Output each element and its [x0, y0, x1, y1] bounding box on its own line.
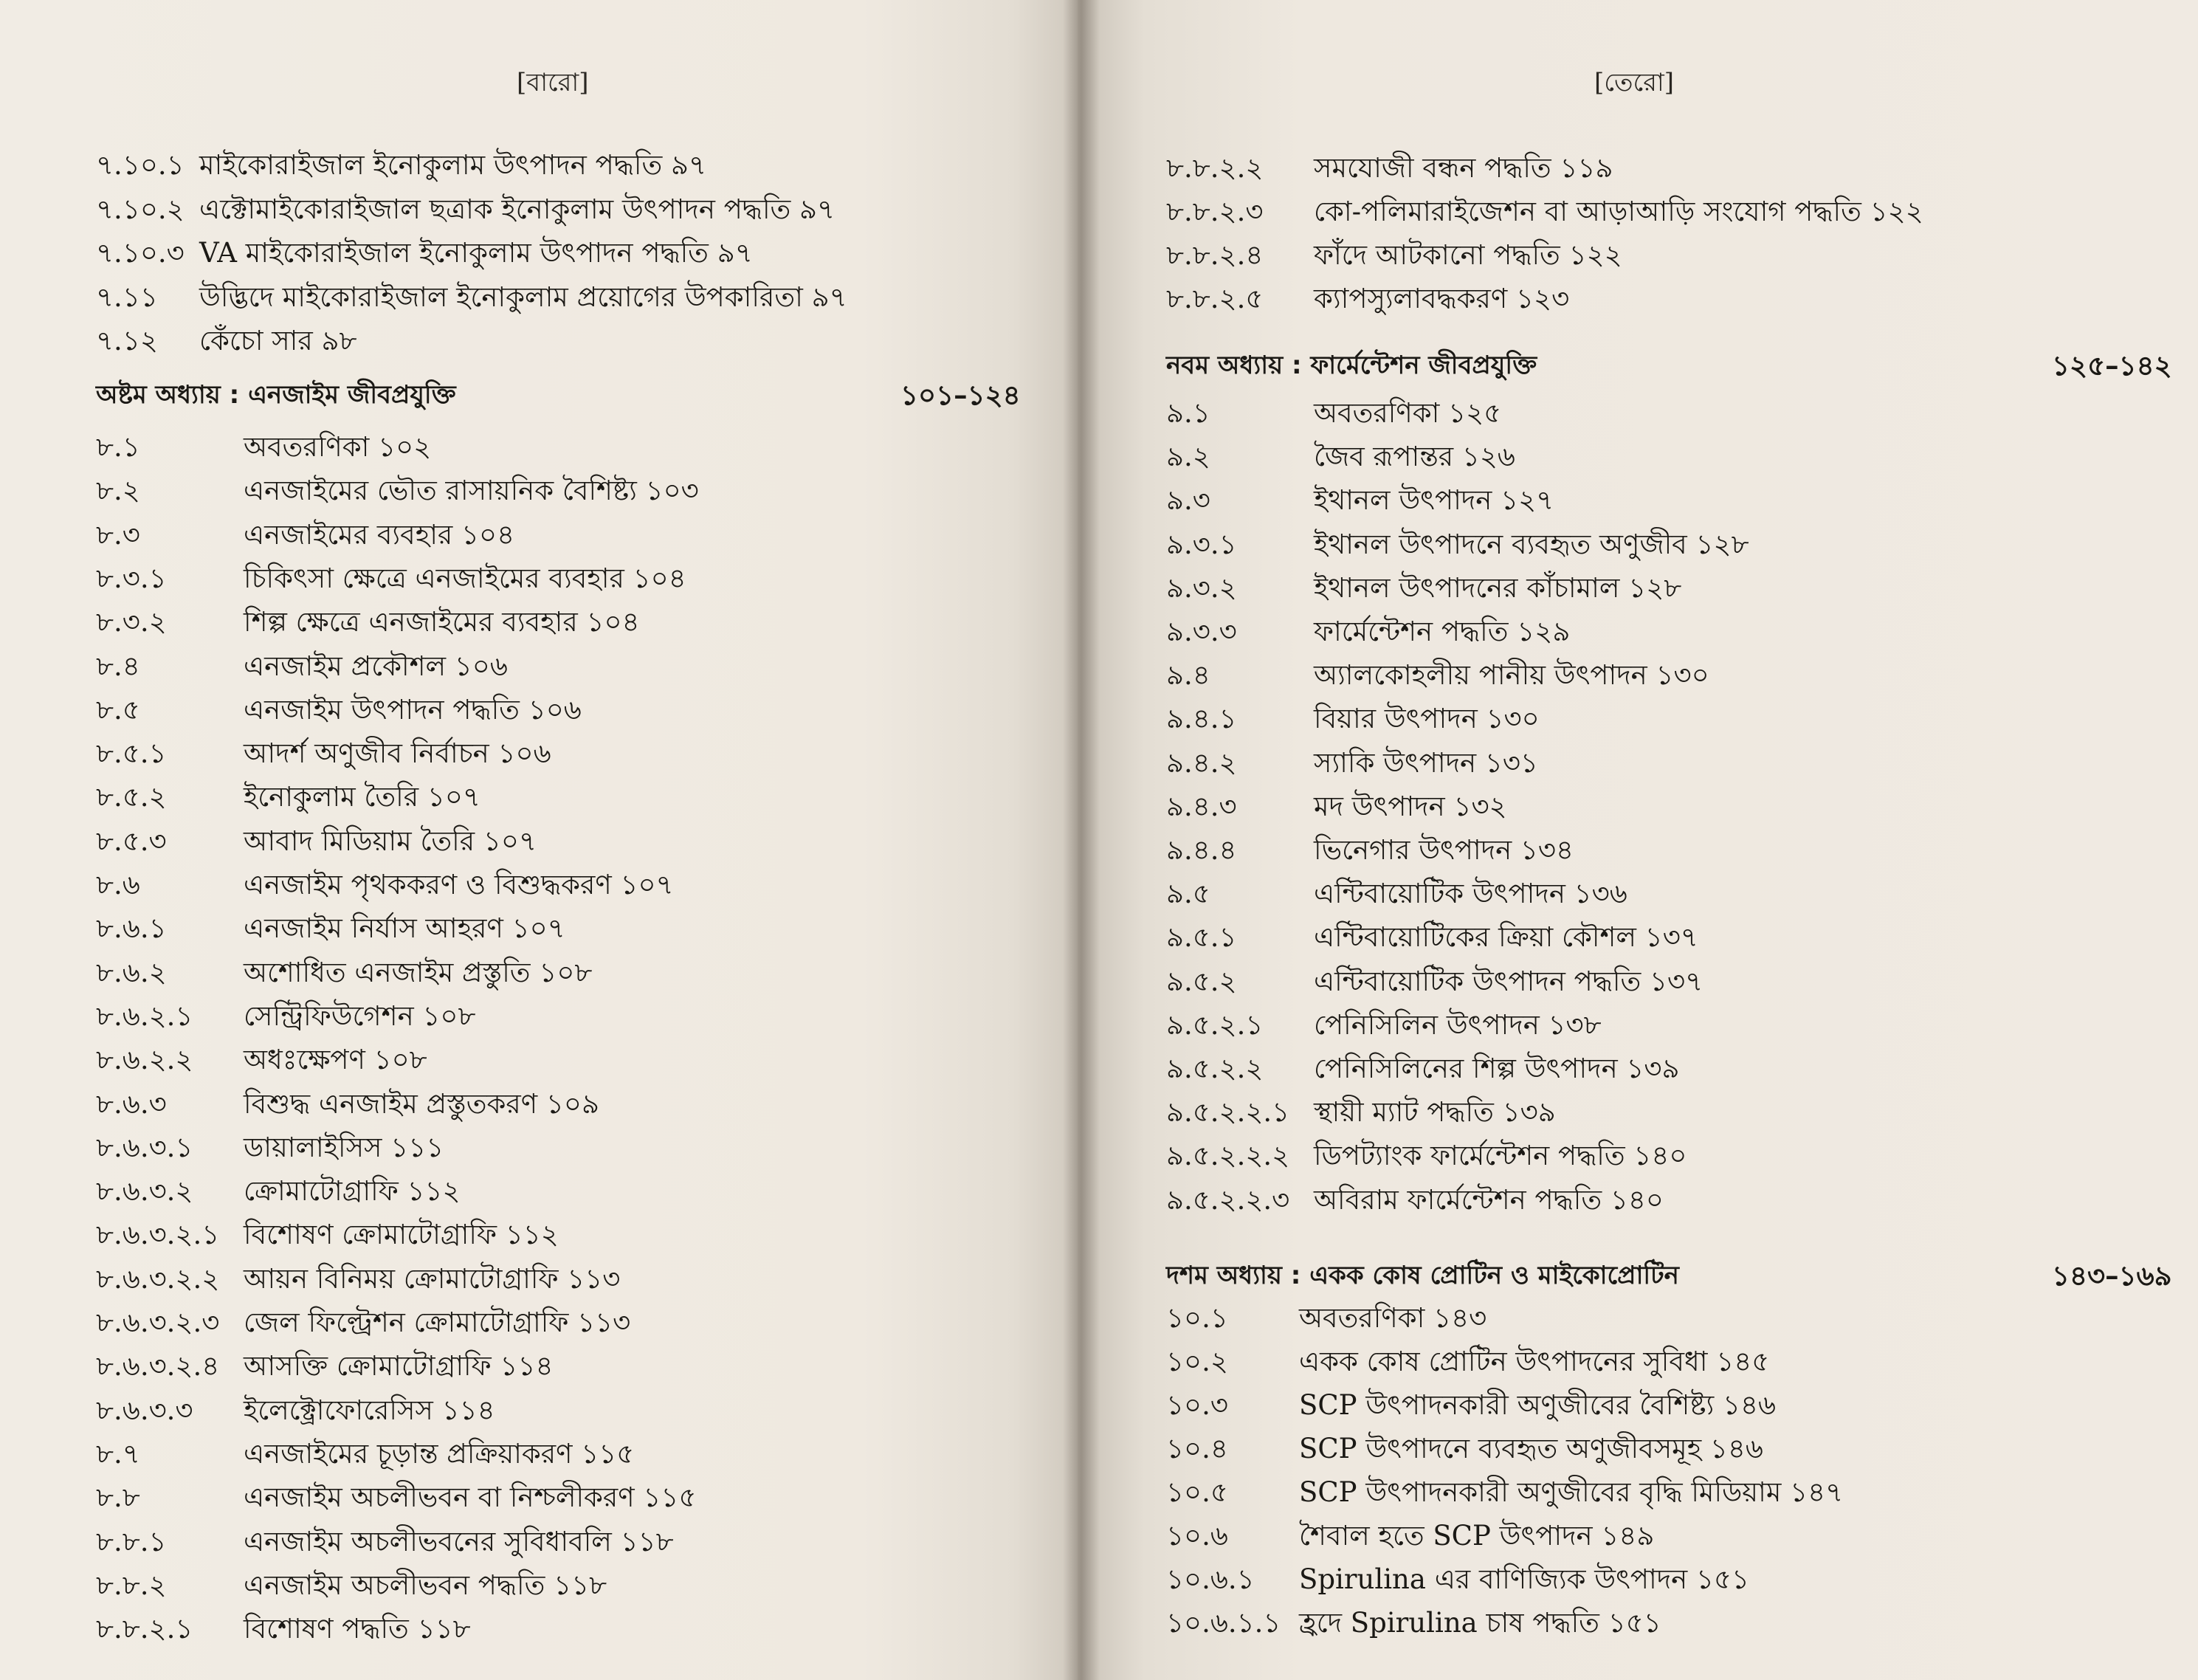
section-number: ৯.৩.১	[1166, 528, 1237, 560]
toc-entry-row	[1166, 148, 2126, 189]
section-title: ক্রোমাটোগ্রাফি ১১২	[244, 1175, 461, 1208]
section-number: ৯.৩.৩	[1166, 616, 1237, 647]
toc-entry-row	[96, 1565, 1055, 1606]
section-title: আয়ন বিনিময় ক্রোমাটোগ্রাফি ১১৩	[244, 1262, 621, 1295]
toc-entry-row	[1166, 1048, 2126, 1089]
section-title: ইলেক্ট্রোফোরেসিস ১১৪	[244, 1394, 495, 1426]
toc-entry-row	[96, 1521, 1055, 1563]
toc-entry-row	[96, 733, 1055, 774]
toc-entry-row	[96, 189, 1055, 230]
section-number: ৮.৮.২	[96, 1569, 167, 1601]
section-title: VA মাইকোরাইজাল ইনোকুলাম উৎপাদন পদ্ধতি ৯৭	[199, 237, 753, 269]
section-number: ৭.১১	[96, 280, 158, 313]
toc-entry-row	[96, 1084, 1055, 1125]
section-number: ৯.৫.২	[1166, 965, 1237, 997]
section-number: ৮.৮.২.৫	[1166, 283, 1264, 314]
toc-entry-row	[1166, 1180, 2126, 1221]
toc-entry-row	[1166, 1135, 2126, 1177]
section-title: শৈবাল হতে SCP উৎপাদন ১৪৯	[1299, 1520, 1655, 1552]
toc-entry-row	[96, 908, 1055, 949]
section-number: ৮.৪	[96, 650, 140, 682]
section-title: এনজাইম উৎপাদন পদ্ধতি ১০৬	[244, 693, 582, 726]
toc-entry-row	[96, 1390, 1055, 1431]
toc-entry-row	[1166, 524, 2126, 565]
section-number: ৯.৩	[1166, 484, 1210, 517]
toc-entry-row	[96, 1302, 1055, 1343]
section-title: ফাঁদে আটকানো পদ্ধতি ১২২	[1314, 239, 1622, 271]
section-title: এন্টিবায়োটিকের ক্রিয়া কৌশল ১৩৭	[1314, 921, 1698, 954]
toc-entry-row	[1166, 655, 2126, 696]
section-title: কেঁচো সার ৯৮	[199, 325, 357, 357]
section-title: SCP উৎপাদনকারী অণুজীবের বৈশিষ্ট্য ১৪৬	[1299, 1389, 1777, 1421]
section-number: ৯.৫.২.২	[1166, 1053, 1264, 1084]
section-number: ৮.৬.২	[96, 956, 167, 988]
section-title: ডিপট্যাংক ফার্মেন্টেশন পদ্ধতি ১৪০	[1314, 1140, 1687, 1172]
section-number: ৯.৫.২.২.৩	[1166, 1183, 1290, 1216]
section-title: ইথানল উৎপাদনে ব্যবহৃত অণুজীব ১২৮	[1314, 528, 1749, 560]
toc-entry-row	[1166, 873, 2126, 915]
chapter-9-title: নবম অধ্যায় : ফার্মেন্টেশন জীবপ্রযুক্তি	[1166, 351, 1537, 380]
section-number: ৮.৬.৩.২.১	[96, 1219, 220, 1251]
toc-entry-row	[1166, 235, 2126, 276]
toc-entry-row	[1166, 1428, 2126, 1470]
toc-entry-row	[96, 145, 1055, 186]
section-number: ৮.৬.৩	[96, 1087, 167, 1120]
section-title: অবতরণিকা ১০২	[244, 431, 432, 463]
section-title: বিশুদ্ধ এনজাইম প্রস্তুতকরণ ১০৯	[244, 1087, 599, 1120]
section-number: ১০.৬.১	[1166, 1563, 1255, 1595]
section-title: মাইকোরাইজাল ইনোকুলাম উৎপাদন পদ্ধতি ৯৭	[199, 149, 707, 181]
section-number: ৯.২	[1166, 441, 1210, 473]
toc-entry-row	[1166, 698, 2126, 740]
section-number: ৮.৬.৩.২.৩	[96, 1307, 220, 1338]
toc-entry-row	[1166, 1515, 2126, 1557]
section-title: বিয়ার উৎপাদন ১৩০	[1314, 703, 1540, 735]
section-number: ৮.৬.৩.২.৪	[96, 1350, 220, 1383]
book-gutter	[1063, 0, 1100, 1680]
toc-entry-row	[96, 1259, 1055, 1300]
toc-entry-row	[1166, 1472, 2126, 1513]
toc-entry-row	[1166, 1602, 2126, 1644]
toc-entry-row	[1166, 611, 2126, 653]
section-title: SCP উৎপাদনকারী অণুজীবের বৃদ্ধি মিডিয়াম ১৪৭	[1299, 1476, 1844, 1508]
toc-entry-row	[1166, 786, 2126, 827]
chapter-10-title: দশম অধ্যায় : একক কোষ প্রোটিন ও মাইকোপ্রোটিন	[1166, 1261, 1679, 1290]
section-number: ৮.৬.৩.১	[96, 1131, 193, 1163]
toc-entry-row	[1166, 480, 2126, 521]
section-title: সেন্ট্রিফিউগেশন ১০৮	[244, 999, 476, 1032]
section-title: আসক্তি ক্রোমাটোগ্রাফি ১১৪	[244, 1350, 554, 1383]
section-title: ফার্মেন্টেশন পদ্ধতি ১২৯	[1314, 616, 1571, 647]
section-number: ৮.১	[96, 431, 140, 463]
toc-entry-row	[96, 1171, 1055, 1212]
section-title: এনজাইম অচলীভবন পদ্ধতি ১১৮	[244, 1569, 607, 1601]
toc-entry-row	[96, 689, 1055, 731]
section-title: ভিনেগার উৎপাদন ১৩৪	[1314, 834, 1574, 866]
section-number: ১০.৬.১.১	[1166, 1607, 1281, 1639]
section-title: শিল্প ক্ষেত্রে এনজাইমের ব্যবহার ১০৪	[244, 606, 640, 638]
section-title: এনজাইমের ভৌত রাসায়নিক বৈশিষ্ট্য ১০৩	[244, 475, 699, 507]
section-number: ১০.৩	[1166, 1389, 1228, 1421]
toc-entry-row	[96, 470, 1055, 512]
section-title: এন্টিবায়োটিক উৎপাদন ১৩৬	[1314, 878, 1627, 910]
section-title: অধঃক্ষেপণ ১০৮	[244, 1044, 427, 1076]
section-number: ৯.৪.১	[1166, 703, 1237, 735]
toc-entry-row	[1166, 830, 2126, 871]
section-number: ১০.৫	[1166, 1476, 1228, 1508]
section-title: এনজাইম পৃথককরণ ও বিশুদ্ধকরণ ১০৭	[244, 869, 674, 901]
section-title: জেল ফিল্ট্রেশন ক্রোমাটোগ্রাফি ১১৩	[244, 1307, 631, 1338]
toc-entry-row	[1166, 961, 2126, 1002]
section-number: ৮.৫.৩	[96, 824, 167, 857]
section-number: ৭.১০.২	[96, 193, 185, 225]
toc-entry-row	[96, 777, 1055, 818]
section-number: ৭.১২	[96, 325, 158, 357]
section-title: বিশোষণ ক্রোমাটোগ্রাফি ১১২	[244, 1219, 559, 1251]
section-title: SCP উৎপাদনে ব্যবহৃত অণুজীবসমূহ ১৪৬	[1299, 1433, 1763, 1464]
right-page-number: [তেরো]	[1594, 68, 1675, 97]
section-title: আদর্শ অণুজীব নির্বাচন ১০৬	[244, 737, 551, 770]
toc-entry-row	[96, 1346, 1055, 1387]
section-number: ৮.৬.২.২	[96, 1044, 193, 1076]
section-title: আবাদ মিডিয়াম তৈরি ১০৭	[244, 824, 537, 857]
toc-entry-row	[96, 427, 1055, 468]
section-number: ৮.২	[96, 475, 140, 507]
section-title: বিশোষণ পদ্ধতি ১১৮	[244, 1613, 471, 1645]
toc-entry-row	[1166, 1559, 2126, 1600]
section-title: এনজাইম নির্যাস আহরণ ১০৭	[244, 912, 565, 945]
section-title: স্থায়ী ম্যাট পদ্ধতি ১৩৯	[1314, 1096, 1556, 1129]
section-title: Spirulina এর বাণিজ্যিক উৎপাদন ১৫১	[1299, 1563, 1750, 1595]
toc-entry-row	[96, 558, 1055, 599]
section-title: অ্যালকোহলীয় পানীয় উৎপাদন ১৩০	[1314, 659, 1709, 692]
chapter-9-heading	[1166, 343, 2170, 388]
section-number: ৮.৭	[96, 1437, 140, 1470]
section-title: পেনিসিলিনের শিল্প উৎপাদন ১৩৯	[1314, 1053, 1680, 1084]
toc-entry-row	[1166, 393, 2126, 434]
section-title: এনজাইমের চূড়ান্ত প্রক্রিয়াকরণ ১১৫	[244, 1437, 635, 1470]
section-number: ৮.৮	[96, 1481, 140, 1514]
toc-entry-row	[1166, 1092, 2126, 1133]
section-number: ৮.৬.৩.৩	[96, 1394, 193, 1426]
chapter-9-pages: ১২৫–১৪২	[2052, 349, 2172, 382]
section-number: ৮.৬.৩.২	[96, 1175, 193, 1208]
toc-entry-row	[96, 1477, 1055, 1518]
section-title: স্যাকি উৎপাদন ১৩১	[1314, 746, 1538, 779]
section-title: অবতরণিকা ১৪৩	[1299, 1302, 1487, 1334]
chapter-10-pages: ১৪৩–১৬৯	[2052, 1259, 2172, 1292]
section-title: ক্যাপস্যুলাবদ্ধকরণ ১২৩	[1314, 283, 1570, 314]
right-page	[1078, 0, 2198, 1680]
toc-entry-row	[96, 514, 1055, 556]
section-number: ৮.৫.১	[96, 737, 167, 770]
chapter-8-heading	[96, 373, 1026, 417]
section-number: ৮.৬	[96, 869, 140, 901]
toc-entry-row	[96, 996, 1055, 1037]
toc-entry-row	[96, 646, 1055, 687]
section-number: ৮.৩	[96, 518, 140, 551]
section-number: ৯.৪.৩	[1166, 790, 1237, 822]
left-page	[0, 0, 1078, 1680]
left-page-number: [বারো]	[517, 68, 589, 97]
section-title: এক্টোমাইকোরাইজাল ছত্রাক ইনোকুলাম উৎপাদন পদ্ধতি ৯৭	[199, 193, 836, 225]
section-number: ৮.৮.২.২	[1166, 152, 1264, 184]
section-number: ৮.৮.২.১	[96, 1613, 193, 1645]
toc-entry-row	[96, 1214, 1055, 1256]
toc-entry-row	[96, 1127, 1055, 1168]
section-title: সমযোজী বন্ধন পদ্ধতি ১১৯	[1314, 152, 1613, 184]
toc-entry-row	[96, 821, 1055, 862]
toc-entry-row	[96, 864, 1055, 906]
section-title: জৈব রূপান্তর ১২৬	[1314, 441, 1515, 473]
section-title: মদ উৎপাদন ১৩২	[1314, 790, 1507, 822]
toc-entry-row	[1166, 568, 2126, 609]
toc-entry-row	[96, 320, 1055, 362]
section-number: ৯.৩.২	[1166, 571, 1237, 604]
section-number: ৮.৫	[96, 693, 140, 726]
section-number: ১০.১	[1166, 1302, 1228, 1334]
section-number: ১০.২	[1166, 1346, 1228, 1377]
section-number: ৮.৫.২	[96, 781, 167, 813]
section-title: অশোধিত এনজাইম প্রস্তুতি ১০৮	[244, 956, 593, 988]
section-number: ৯.৫.২.২.১	[1166, 1096, 1290, 1129]
section-title: ইথানল উৎপাদনের কাঁচামাল ১২৮	[1314, 571, 1682, 604]
toc-entry-row	[96, 952, 1055, 994]
section-number: ৯.৫.১	[1166, 921, 1237, 954]
toc-entry-row	[1166, 743, 2126, 784]
section-number: ৭.১০.৩	[96, 237, 185, 269]
toc-entry-row	[1166, 1005, 2126, 1046]
toc-entry-row	[1166, 278, 2126, 320]
section-title: একক কোষ প্রোটিন উৎপাদনের সুবিধা ১৪৫	[1299, 1346, 1770, 1377]
section-title: এনজাইমের ব্যবহার ১০৪	[244, 518, 515, 551]
section-number: ৮.৮.২.৩	[1166, 196, 1264, 227]
section-number: ৮.৩.১	[96, 562, 167, 594]
section-title: এনজাইম অচলীভবনের সুবিধাবলি ১১৮	[244, 1525, 674, 1557]
section-title: এনজাইম প্রকৌশল ১০৬	[244, 650, 508, 682]
section-number: ৮.৩.২	[96, 606, 167, 638]
section-number: ৯.৪.২	[1166, 746, 1237, 779]
section-title: ইথানল উৎপাদন ১২৭	[1314, 484, 1554, 517]
section-title: ইনোকুলাম তৈরি ১০৭	[244, 781, 480, 813]
section-number: ৮.৮.১	[96, 1525, 167, 1557]
toc-entry-row	[96, 1608, 1055, 1650]
section-number: ৯.৪	[1166, 659, 1210, 692]
section-title: পেনিসিলিন উৎপাদন ১৩৮	[1314, 1008, 1602, 1041]
section-number: ৮.৮.২.৪	[1166, 239, 1264, 271]
section-title: এন্টিবায়োটিক উৎপাদন পদ্ধতি ১৩৭	[1314, 965, 1703, 997]
section-number: ৯.৪.৪	[1166, 834, 1237, 866]
section-number: ১০.৬	[1166, 1520, 1228, 1552]
section-title: হ্রদে Spirulina চাষ পদ্ধতি ১৫১	[1299, 1607, 1661, 1639]
section-title: ডায়ালাইসিস ১১১	[244, 1131, 444, 1163]
section-title: এনজাইম অচলীভবন বা নিশ্চলীকরণ ১১৫	[244, 1481, 697, 1514]
toc-entry-row	[96, 1039, 1055, 1081]
section-title: অবতরণিকা ১২৫	[1314, 397, 1502, 429]
section-title: কো-পলিমারাইজেশন বা আড়াআড়ি সংযোগ পদ্ধতি ১২২	[1314, 196, 1923, 227]
section-number: ১০.৪	[1166, 1433, 1228, 1464]
section-title: চিকিৎসা ক্ষেত্রে এনজাইমের ব্যবহার ১০৪	[244, 562, 686, 594]
toc-entry-row	[1166, 436, 2126, 478]
section-number: ৭.১০.১	[96, 149, 185, 181]
chapter-8-pages: ১০১–১২৪	[900, 379, 1021, 411]
toc-entry-row	[1166, 1341, 2126, 1383]
section-number: ৮.৬.২.১	[96, 999, 193, 1032]
section-title: অবিরাম ফার্মেন্টেশন পদ্ধতি ১৪০	[1314, 1183, 1664, 1216]
section-number: ৯.৫.২.১	[1166, 1008, 1264, 1041]
section-number: ৯.১	[1166, 397, 1210, 429]
section-number: ৮.৬.৩.২.২	[96, 1262, 220, 1295]
toc-entry-row	[1166, 1298, 2126, 1339]
toc-entry-row	[1166, 917, 2126, 958]
toc-entry-row	[1166, 1385, 2126, 1426]
toc-entry-row	[96, 1433, 1055, 1475]
toc-entry-row	[1166, 191, 2126, 233]
chapter-8-title: অষ্টম অধ্যায় : এনজাইম জীবপ্রযুক্তি	[96, 380, 456, 410]
toc-entry-row	[96, 233, 1055, 274]
section-number: ৯.৫.২.২.২	[1166, 1140, 1290, 1172]
toc-entry-row	[96, 277, 1055, 318]
chapter-10-heading	[1166, 1253, 2170, 1298]
toc-entry-row	[96, 602, 1055, 643]
section-title: উদ্ভিদে মাইকোরাইজাল ইনোকুলাম প্রয়োগের উপকারিতা ৯৭	[199, 280, 847, 313]
section-number: ৮.৬.১	[96, 912, 167, 945]
section-number: ৯.৫	[1166, 878, 1210, 910]
